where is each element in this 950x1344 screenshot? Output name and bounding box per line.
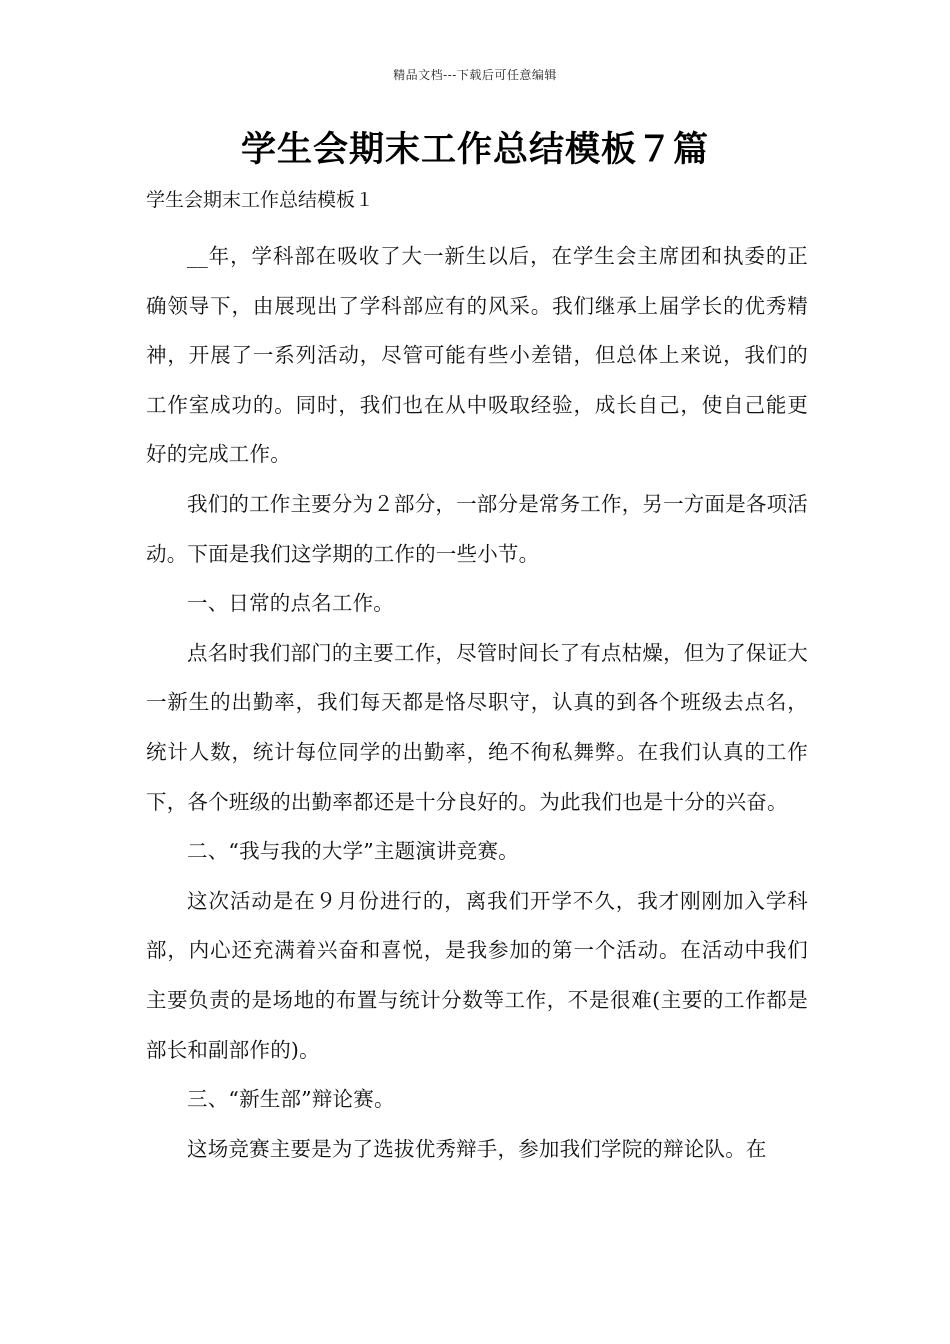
section-heading-1: 一、日常的点名工作。 [187, 591, 394, 616]
paragraph-roll-call: 点名时我们部门的主要工作，尽管时间长了有点枯燥，但为了保证大一新生的出勤率，我们每天都是恪尽职守，认真的到各个班级去点名，统计人数，统计每位同学的出勤率，绝不徇私舞弊。在我们认真的工作下，各个班级的出勤率都还是十分良好的。为此我们也是十分的兴奋。 [146, 640, 808, 814]
paragraph-overview: 我们的工作主要分为２部分，一部分是常务工作，另一方面是各项活动。下面是我们这学期的工作的一些小节。 [146, 491, 808, 566]
paragraph-debate: 这场竞赛主要是为了选拔优秀辩手，参加我们学院的辩论队。在 [187, 1136, 767, 1161]
document-body [146, 232, 808, 1174]
header-note: 精品文档---下载后可任意编辑 [393, 68, 557, 82]
section-heading-2: 二、“我与我的大学”主题演讲竞赛。 [187, 839, 519, 864]
document-subtitle: 学生会期末工作总结模板１ [146, 189, 375, 211]
paragraph-speech-contest: 这次活动是在９月份进行的，离我们开学不久，我才刚刚加入学科部，内心还充满着兴奋和喜悦，是我参加的第一个活动。在活动中我们主要负责的是场地的布置与统计分数等工作，不是很难(主要的工作都是部长和副部作的)。 [146, 888, 808, 1062]
paragraph-intro: __年，学科部在吸收了大一新生以后，在学生会主席团和执委的正确领导下，由展现出了学科部应有的风采。我们继承上届学长的优秀精神，开展了一系列活动，尽管可能有些小差错，但总体上来说，我们的工作室成功的。同时，我们也在从中吸取经验，成长自己，使自己能更好的完成工作。 [146, 244, 808, 467]
section-heading-3: 三、“新生部”辩论赛。 [187, 1087, 395, 1112]
document-title: 学生会期末工作总结模板７篇 [240, 130, 709, 170]
